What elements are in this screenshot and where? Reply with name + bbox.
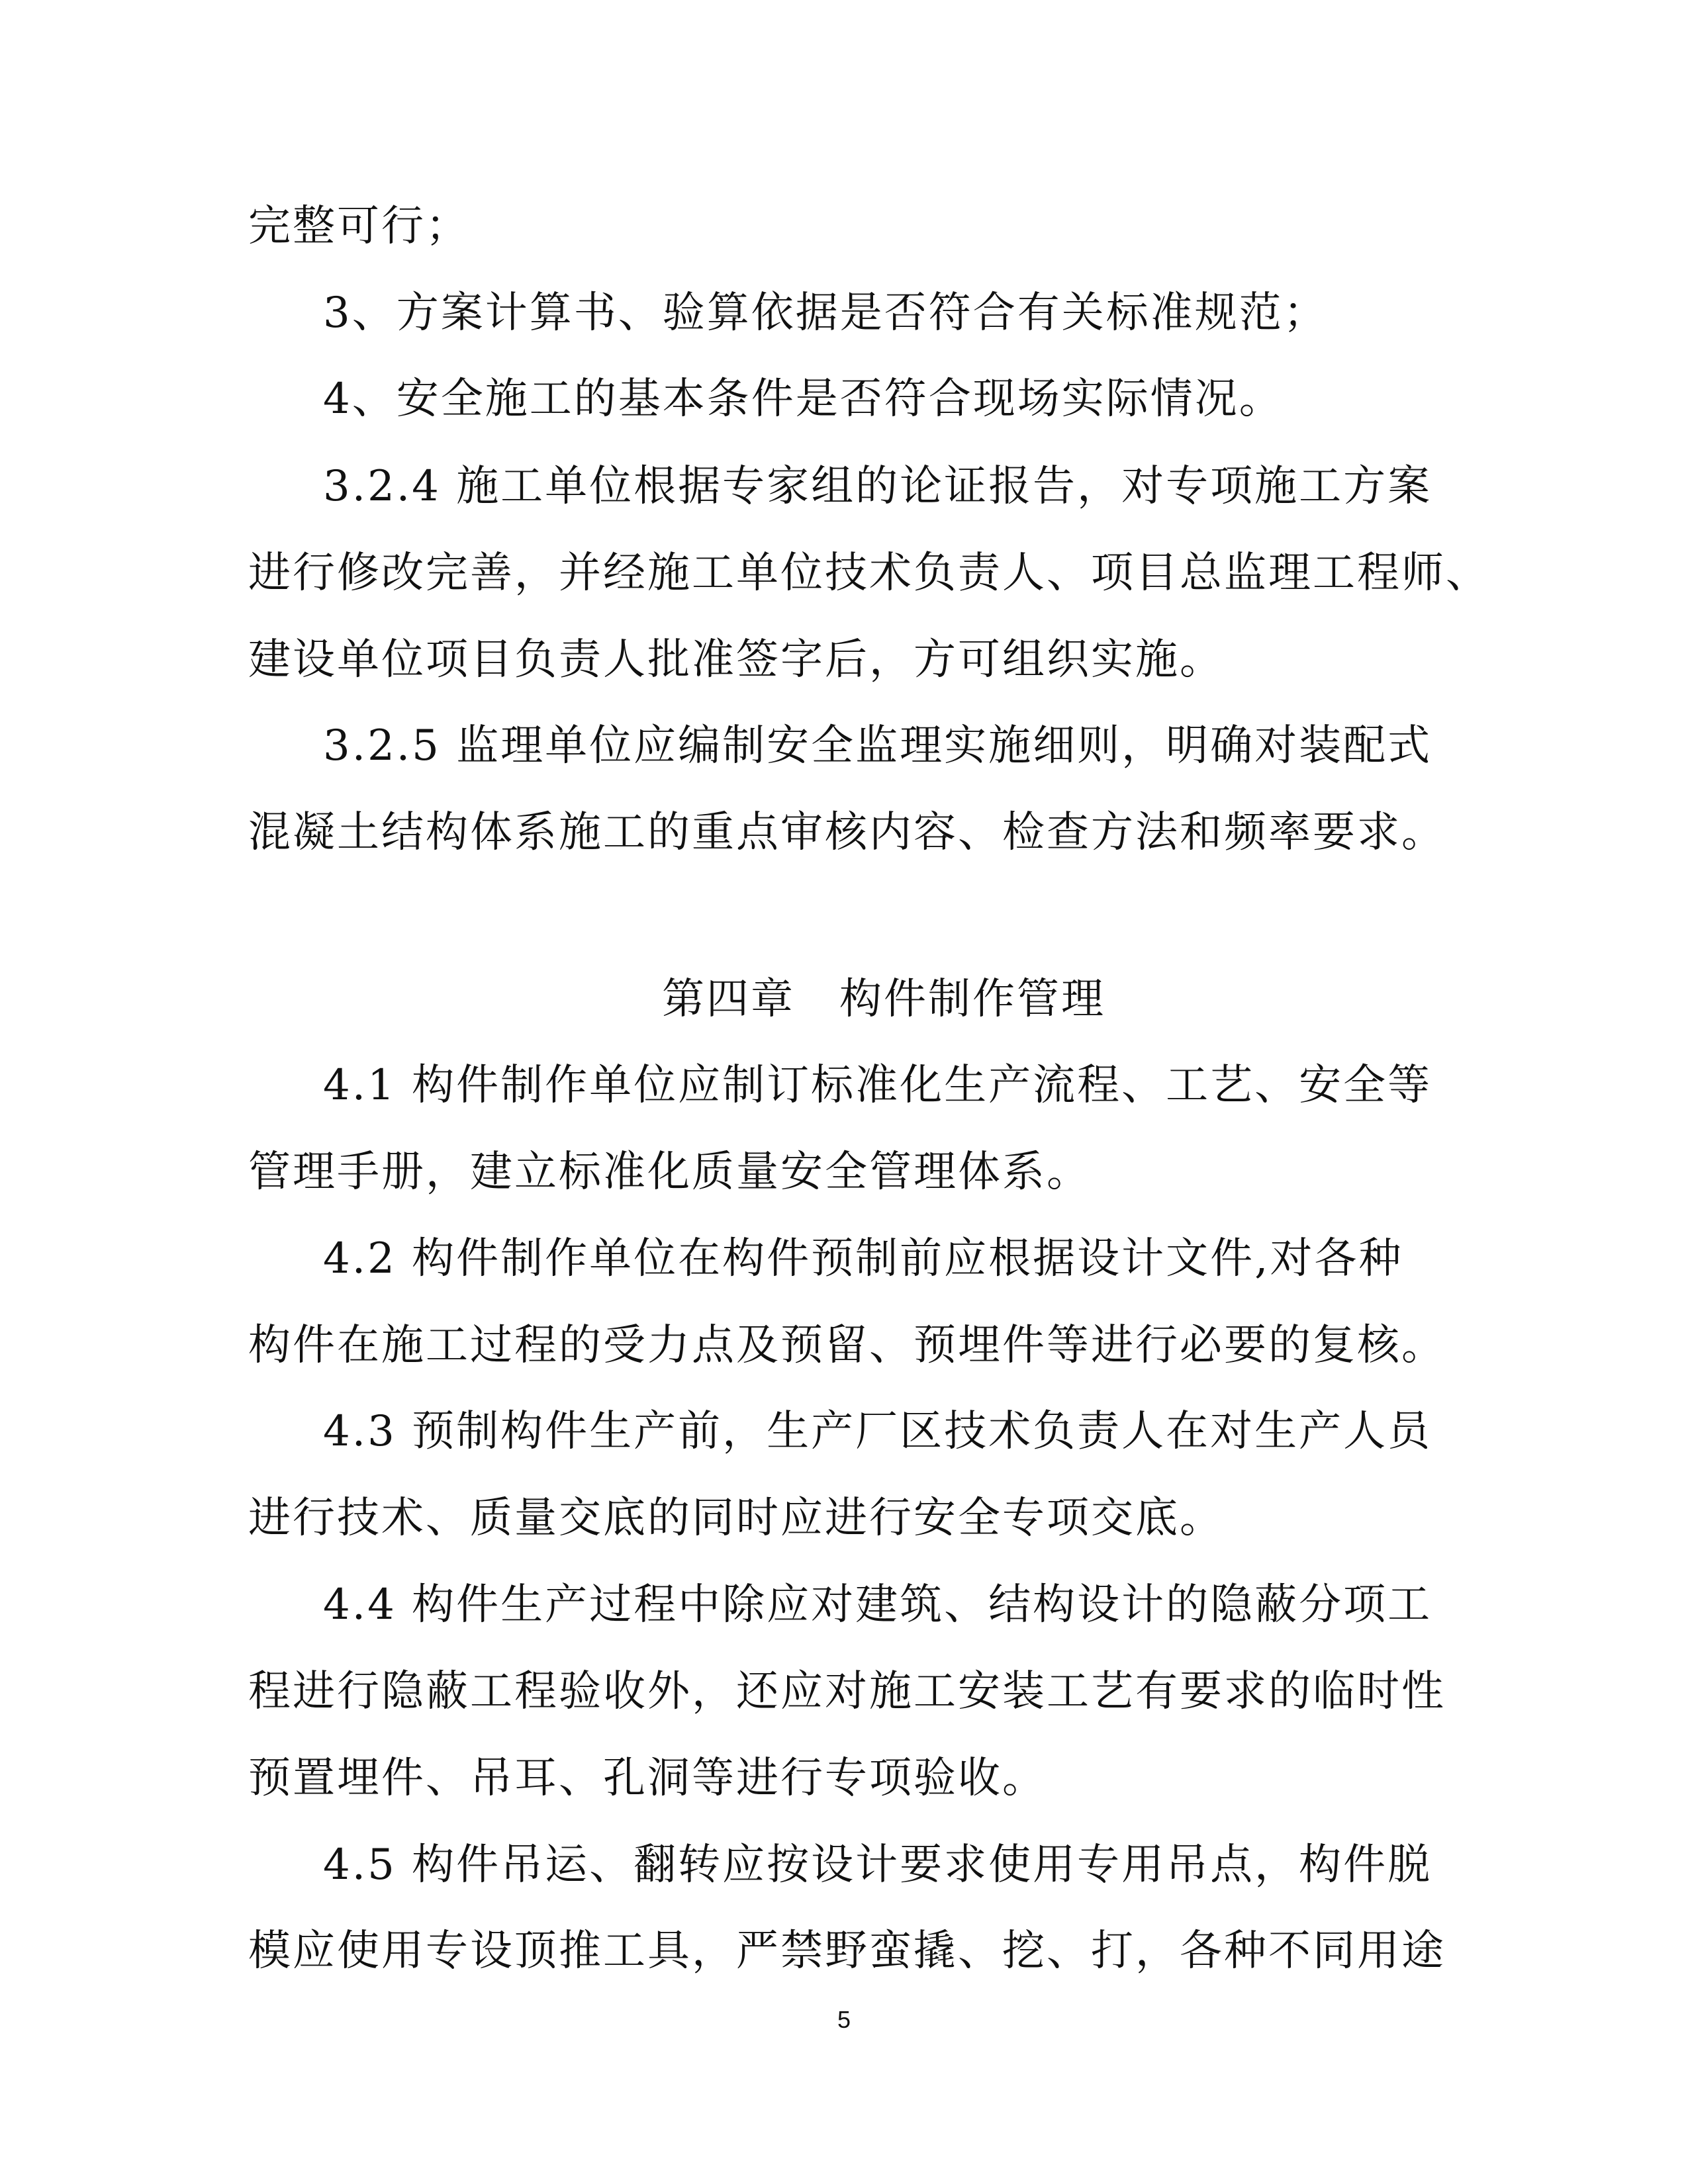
paragraph-3-2-4-line-2: 进行修改完善，并经施工单位技术负责人、项目总监理工程师、	[248, 549, 1490, 598]
paragraph-4-3-line-2: 进行技术、质量交底的同时应进行安全专项交底。	[248, 1494, 1224, 1543]
paragraph-4-4-line-3: 预置埋件、吊耳、孔洞等进行专项验收。	[248, 1754, 1047, 1803]
paragraph-4-1-line-2: 管理手册，建立标准化质量安全管理体系。	[248, 1148, 1091, 1197]
paragraph-line: 完整可行；	[248, 202, 470, 251]
paragraph-3-2-4-line-3: 建设单位项目负责人批准签字后，方可组织实施。	[248, 635, 1224, 684]
paragraph-4-1-line-1: 4.1 构件制作单位应制订标准化生产流程、工艺、安全等	[323, 1061, 1432, 1110]
paragraph-4-5-line-2: 模应使用专设顶推工具，严禁野蛮撬、挖、打，各种不同用途	[248, 1927, 1446, 1976]
paragraph-3-2-5-line-1: 3.2.5 监理单位应编制安全监理实施细则，明确对装配式	[323, 721, 1432, 770]
paragraph-4-2-line-1: 4.2 构件制作单位在构件预制前应根据设计文件,对各种	[323, 1234, 1403, 1283]
paragraph-3-2-5-line-2: 混凝土结构体系施工的重点审核内容、检查方法和频率要求。	[248, 808, 1446, 857]
page-number: 5	[837, 2006, 851, 2033]
paragraph-4-3-line-1: 4.3 预制构件生产前，生产厂区技术负责人在对生产人员	[323, 1407, 1432, 1456]
list-item-3: 3、方案计算书、验算依据是否符合有关标准规范；	[323, 289, 1328, 338]
chapter-title: 第四章 构件制作管理	[662, 975, 1105, 1024]
paragraph-4-5-line-1: 4.5 构件吊运、翻转应按设计要求使用专用吊点，构件脱	[323, 1841, 1432, 1889]
paragraph-4-4-line-2: 程进行隐蔽工程验收外，还应对施工安装工艺有要求的临时性	[248, 1667, 1446, 1716]
paragraph-4-4-line-1: 4.4 构件生产过程中除应对建筑、结构设计的隐蔽分项工	[323, 1580, 1432, 1629]
list-item-4: 4、安全施工的基本条件是否符合现场实际情况。	[323, 375, 1284, 424]
paragraph-4-2-line-2: 构件在施工过程的受力点及预留、预埋件等进行必要的复核。	[248, 1321, 1446, 1370]
paragraph-3-2-4-line-1: 3.2.4 施工单位根据专家组的论证报告，对专项施工方案	[323, 462, 1432, 511]
